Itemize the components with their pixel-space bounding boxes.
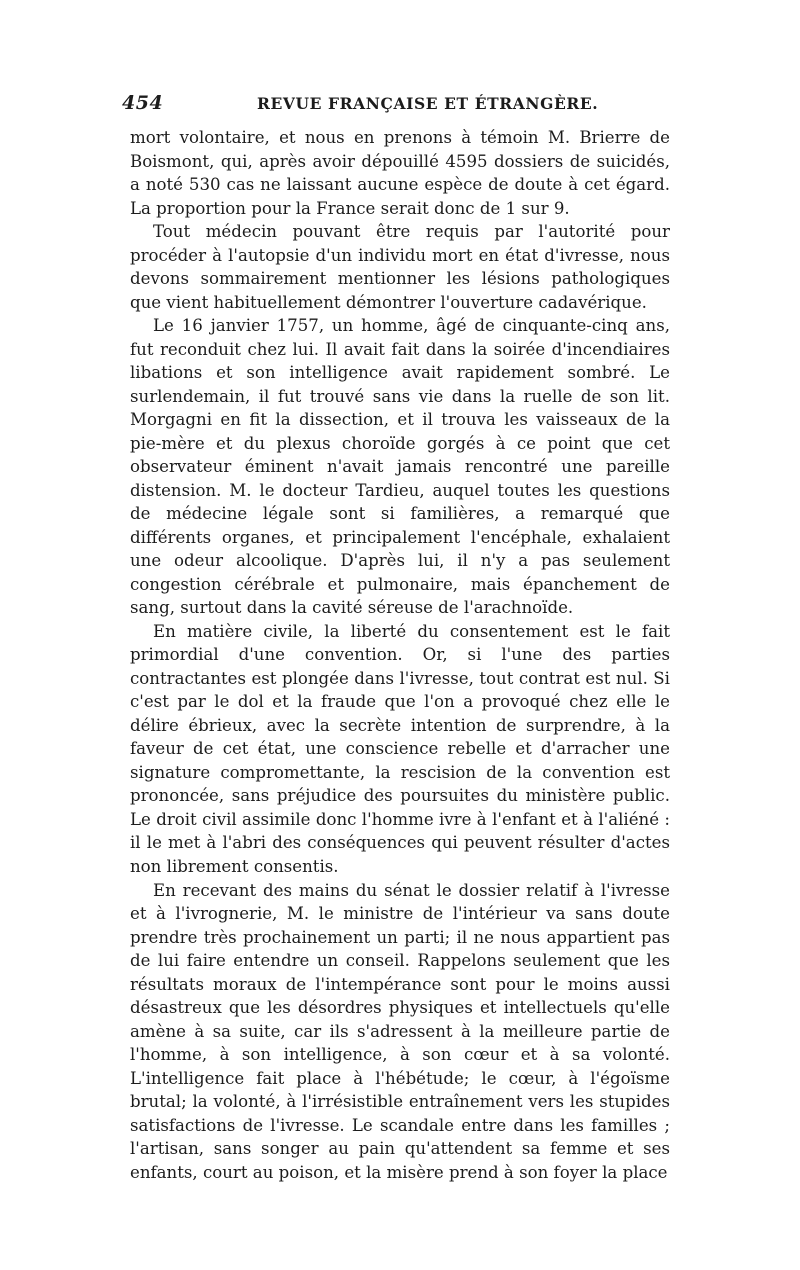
paragraph-senate-dossier: En recevant des mains du sénat le dossier relatif à l'ivresse et à l'ivrognerie, M. le ministre de l'intérieur va sans doute prendre très prochainement un parti; il ne nous appartient pas de lui faire entendre un conseil. Rappelons seulement que les résultats moraux de l'intempérance sont pour le moins aussi désastreux que les désordres physiques et intellectuels qu'elle amène à sa suite, car ils s'adressent à la meilleure partie de l'homme, à son intelligence, à son cœur et à sa volonté. L'intelligence fait place à l'hébétude; le cœur, à l'égoïsme brutal; la volonté, à l'irrésistible entraînement vers les stupides satisfactions de l'ivresse. Le scandale entre dans les familles ; l'artisan, sans songer au pain qu'attendent sa femme et ses enfants, court au poison, et la misère prend à son foyer la place (130, 880, 670, 1182)
paragraph-continued: mort volontaire, et nous en prenons à témoin M. Brierre de Boismont, qui, après avoir dépouillé 4595 dossiers de suicidés, a noté 530 cas ne laissant aucune espèce de doute à cet égard. La proportion pour la France serait donc de 1 sur 9. (130, 128, 670, 218)
paragraph-autopsy: Tout médecin pouvant être requis par l'autorité pour procéder à l'autopsie d'un individu mort en état d'ivresse, nous devons sommairement mentionner les lésions pathologiques que vient habituellement démontrer l'ouverture cadavérique. (130, 222, 670, 312)
paragraph-civil-matters: En matière civile, la liberté du consentement est le fait primordial d'une convention. Or, si l'une des parties contractantes est plongée dans l'ivresse, tout contrat est nul. Si c'est par le dol et la fraude que l'on a provoqué chez elle le délire ébrieux, avec la secrète intention de surprendre, à la faveur de cet état, une conscience rebelle et d'arracher une signature compromettante, la rescision de la convention est prononcée, sans préjudice des poursuites du ministère public. Le droit civil assimile donc l'homme ivre à l'enfant et à l'aliéné : il le met à l'abri des conséquences qui peuvent résulter d'actes non librement consentis. (130, 621, 670, 876)
page-header (122, 92, 672, 116)
page-number: 454 (122, 92, 164, 114)
paragraph-morgagni-case: Le 16 janvier 1757, un homme, âgé de cinquante-cinq ans, fut reconduit chez lui. Il avait fait dans la soirée d'incendiaires libations et son intelligence avait rapidement sombré. Le surlendemain, il fut trouvé sans vie dans la ruelle de son lit. Morgagni en fit la dissection, et il trouva les vaisseaux de la pie-mère et du plexus choroïde gorgés à ce point que cet observateur éminent n'avait jamais rencontré une pareille distension. M. le docteur Tardieu, auquel toutes les questions de médecine légale sont si familières, a remarqué que différents organes, et principalement l'encéphale, exhalaient une odeur alcoolique. D'après lui, il n'y a pas seulement congestion cérébrale et pulmonaire, mais épanchement de sang, surtout dans la cavité séreuse de l'arachnoïde. (130, 316, 670, 618)
body-text (130, 126, 670, 1184)
running-title: REVUE FRANÇAISE ET ÉTRANGÈRE. (257, 94, 599, 113)
